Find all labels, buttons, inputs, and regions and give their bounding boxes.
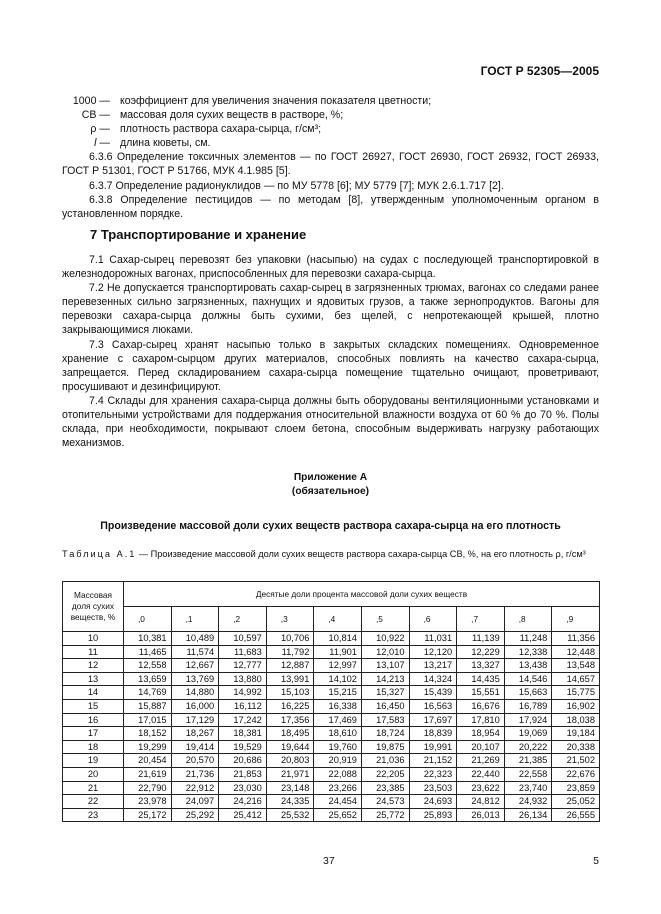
value-cell: 17,583: [361, 713, 409, 727]
value-cell: 25,172: [124, 808, 172, 822]
value-cell: 14,546: [504, 672, 552, 686]
value-cell: 25,893: [409, 808, 457, 822]
definition-item: [62, 108, 599, 122]
value-cell: 24,454: [314, 795, 362, 809]
column-header: ,5: [361, 607, 409, 632]
value-cell: 15,327: [361, 686, 409, 700]
value-cell: 23,622: [457, 781, 505, 795]
row-key-cell: 22: [63, 795, 124, 809]
value-cell: 19,875: [361, 740, 409, 754]
value-cell: 24,097: [171, 795, 219, 809]
column-header: ,0: [124, 607, 172, 632]
definition-item: [62, 136, 599, 150]
value-cell: 18,267: [171, 727, 219, 741]
table-caption: [62, 548, 602, 560]
table-body: [63, 632, 600, 822]
appendix-status: (обязательное): [291, 486, 370, 497]
table-row: [63, 713, 600, 727]
value-cell: 25,532: [266, 808, 314, 822]
value-cell: 14,435: [457, 672, 505, 686]
value-cell: 24,693: [409, 795, 457, 809]
value-cell: 13,548: [552, 659, 600, 673]
table-column-header-row: [63, 607, 600, 632]
value-cell: 19,529: [219, 740, 267, 754]
value-cell: 11,356: [552, 632, 600, 646]
page-body: [62, 94, 599, 221]
value-cell: 24,216: [219, 795, 267, 809]
value-cell: 14,992: [219, 686, 267, 700]
value-cell: 11,792: [266, 645, 314, 659]
definition-item: [62, 94, 599, 108]
value-cell: 21,502: [552, 754, 600, 768]
table-row: [63, 686, 600, 700]
appendix-title: Приложение А: [293, 472, 368, 483]
value-cell: 22,558: [504, 767, 552, 781]
def-text: массовая доля сухих веществ в растворе, %;: [120, 109, 344, 122]
row-key-cell: 10: [63, 632, 124, 646]
column-header: ,8: [504, 607, 552, 632]
value-cell: 19,760: [314, 740, 362, 754]
table-row: [63, 795, 600, 809]
value-cell: 18,152: [124, 727, 172, 741]
value-cell: 20,222: [504, 740, 552, 754]
value-cell: 12,777: [219, 659, 267, 673]
row-key-cell: 21: [63, 781, 124, 795]
paragraph-72: 7.2 Не допускается транспортировать сахар-сырец в загрязненных трюмах, вагонах со следами ранее перевезенных сильно загрязненных, пахнущих и ядовитых грузов, а также зернопродуктов. Вагоны для перевозки сахара-сырца должны быть сухими, без щелей, с непротекающей крышей, плотно закрывающимися люками.: [62, 282, 599, 337]
value-cell: 23,859: [552, 781, 600, 795]
value-cell: 23,266: [314, 781, 362, 795]
value-cell: 19,184: [552, 727, 600, 741]
value-cell: 14,769: [124, 686, 172, 700]
value-cell: 10,706: [266, 632, 314, 646]
column-header: ,4: [314, 607, 362, 632]
value-cell: 16,112: [219, 699, 267, 713]
value-cell: 16,563: [409, 699, 457, 713]
value-cell: 11,901: [314, 645, 362, 659]
value-cell: 18,610: [314, 727, 362, 741]
section-7-body: [62, 253, 599, 450]
value-cell: 12,997: [314, 659, 362, 673]
value-cell: 17,129: [171, 713, 219, 727]
value-cell: 23,503: [409, 781, 457, 795]
value-cell: 12,120: [409, 645, 457, 659]
value-cell: 16,676: [457, 699, 505, 713]
value-cell: 21,971: [266, 767, 314, 781]
value-cell: 21,269: [457, 754, 505, 768]
value-cell: 18,954: [457, 727, 505, 741]
value-cell: 20,919: [314, 754, 362, 768]
value-cell: 25,412: [219, 808, 267, 822]
def-text: длина кюветы, см.: [120, 137, 211, 150]
table-row: [63, 808, 600, 822]
value-cell: 10,489: [171, 632, 219, 646]
table-row: [63, 740, 600, 754]
row-key-cell: 17: [63, 727, 124, 741]
value-cell: 20,454: [124, 754, 172, 768]
value-cell: 14,657: [552, 672, 600, 686]
value-cell: 24,335: [266, 795, 314, 809]
value-cell: 18,381: [219, 727, 267, 741]
value-cell: 16,000: [171, 699, 219, 713]
value-cell: 21,385: [504, 754, 552, 768]
table-row: [63, 659, 600, 673]
def-symbol: l —: [94, 137, 110, 150]
value-cell: 13,107: [361, 659, 409, 673]
value-cell: 13,217: [409, 659, 457, 673]
table-row: [63, 781, 600, 795]
value-cell: 16,450: [361, 699, 409, 713]
value-cell: 11,683: [219, 645, 267, 659]
value-cell: 12,448: [552, 645, 600, 659]
value-cell: 19,069: [504, 727, 552, 741]
value-cell: 25,052: [552, 795, 600, 809]
paragraph-73: 7.3 Сахар-сырец хранят насыпью только в закрытых складских помещениях. Одновременное хранение с сахаром-сырцом других материалов, способных повлиять на качество сахара-сырца, запрещается. Перед складированием сахара-сырца помещение тщательно очищают, проветривают, просушивают и дезинфицируют.: [62, 338, 599, 393]
column-header: ,9: [552, 607, 600, 632]
value-cell: 21,619: [124, 767, 172, 781]
page-number-center: 37: [323, 855, 335, 867]
paragraph-71: 7.1 Сахар-сырец перевозят без упаковки (насыпью) на судах с последующей транспортировкой в железнодорожных вагонах, приспособленных для перевозки сахара-сырца.: [62, 254, 599, 281]
value-cell: 22,912: [171, 781, 219, 795]
value-cell: 18,495: [266, 727, 314, 741]
paragraph-74: 7.4 Склады для хранения сахара-сырца должны быть оборудованы вентиляционными установками и отопительными устройствами для поддержания относительной влажности воздуха от 60 % до 70 %. Полы склада, при необходимости, покрывают слоем бетона, способным выдерживать нагрузку работающих механизмов.: [62, 394, 599, 450]
value-cell: 18,839: [409, 727, 457, 741]
value-cell: 25,292: [171, 808, 219, 822]
value-cell: 25,772: [361, 808, 409, 822]
value-cell: 18,038: [552, 713, 600, 727]
value-cell: 19,414: [171, 740, 219, 754]
density-table: [62, 581, 600, 822]
value-cell: 25,652: [314, 808, 362, 822]
row-key-cell: 23: [63, 808, 124, 822]
table-row: [63, 727, 600, 741]
value-cell: 19,299: [124, 740, 172, 754]
paragraph-638: 6.3.8 Определение пестицидов — по методам [8], утвержденным уполномоченным органом в установленном порядке.: [62, 193, 599, 220]
value-cell: 22,088: [314, 767, 362, 781]
column-header: ,6: [409, 607, 457, 632]
value-cell: 21,152: [409, 754, 457, 768]
value-cell: 21,853: [219, 767, 267, 781]
def-symbol: 1000 —: [72, 95, 110, 107]
row-key-cell: 20: [63, 767, 124, 781]
value-cell: 14,880: [171, 686, 219, 700]
value-cell: 23,030: [219, 781, 267, 795]
value-cell: 17,242: [219, 713, 267, 727]
value-cell: 22,790: [124, 781, 172, 795]
column-header: ,1: [171, 607, 219, 632]
value-cell: 17,924: [504, 713, 552, 727]
value-cell: 12,558: [124, 659, 172, 673]
value-cell: 10,597: [219, 632, 267, 646]
value-cell: 13,659: [124, 672, 172, 686]
column-header: ,3: [266, 607, 314, 632]
value-cell: 22,440: [457, 767, 505, 781]
value-cell: 22,323: [409, 767, 457, 781]
value-cell: 15,887: [124, 699, 172, 713]
table-row: [63, 632, 600, 646]
value-cell: 11,465: [124, 645, 172, 659]
value-cell: 12,338: [504, 645, 552, 659]
table-row: [63, 767, 600, 781]
table-row: [63, 699, 600, 713]
value-cell: 11,031: [409, 632, 457, 646]
value-cell: 15,551: [457, 686, 505, 700]
value-cell: 26,134: [504, 808, 552, 822]
value-cell: 13,991: [266, 672, 314, 686]
def-symbol: СВ —: [81, 109, 110, 122]
value-cell: 13,327: [457, 659, 505, 673]
value-cell: 15,103: [266, 686, 314, 700]
table-caption-label: Таблица А.1: [62, 549, 137, 559]
value-cell: 20,570: [171, 754, 219, 768]
value-cell: 16,789: [504, 699, 552, 713]
value-cell: 17,810: [457, 713, 505, 727]
value-cell: 13,438: [504, 659, 552, 673]
value-cell: 22,205: [361, 767, 409, 781]
value-cell: 12,229: [457, 645, 505, 659]
row-key-cell: 16: [63, 713, 124, 727]
value-cell: 20,338: [552, 740, 600, 754]
value-cell: 20,686: [219, 754, 267, 768]
value-cell: 23,978: [124, 795, 172, 809]
appendix-heading: Произведение массовой доли сухих веществ раствора сахара-сырца на его плотность: [100, 520, 561, 532]
value-cell: 12,887: [266, 659, 314, 673]
row-key-cell: 15: [63, 699, 124, 713]
paragraph-636: 6.3.6 Определение токсичных элементов — по ГОСТ 26927, ГОСТ 26930, ГОСТ 26932, ГОСТ 26933, ГОСТ Р 51301, ГОСТ Р 51766, МУК 4.1.985 [5].: [62, 151, 599, 178]
value-cell: 23,385: [361, 781, 409, 795]
table-row: [63, 645, 600, 659]
column-header: ,7: [457, 607, 505, 632]
column-header: ,2: [219, 607, 267, 632]
table-header-row: [63, 582, 600, 607]
value-cell: 11,248: [504, 632, 552, 646]
value-cell: 24,812: [457, 795, 505, 809]
value-cell: 17,469: [314, 713, 362, 727]
value-cell: 16,338: [314, 699, 362, 713]
value-cell: 15,775: [552, 686, 600, 700]
value-cell: 14,102: [314, 672, 362, 686]
definition-item: [62, 122, 599, 136]
value-cell: 13,880: [219, 672, 267, 686]
value-cell: 13,769: [171, 672, 219, 686]
table-row: [63, 672, 600, 686]
value-cell: 21,736: [171, 767, 219, 781]
value-cell: 15,663: [504, 686, 552, 700]
value-cell: 17,015: [124, 713, 172, 727]
value-cell: 10,922: [361, 632, 409, 646]
value-cell: 16,902: [552, 699, 600, 713]
value-cell: 24,932: [504, 795, 552, 809]
value-cell: 23,148: [266, 781, 314, 795]
row-key-cell: 19: [63, 754, 124, 768]
value-cell: 14,324: [409, 672, 457, 686]
value-cell: 24,573: [361, 795, 409, 809]
row-key-cell: 14: [63, 686, 124, 700]
row-key-cell: 12: [63, 659, 124, 673]
value-cell: 19,644: [266, 740, 314, 754]
value-cell: 22,676: [552, 767, 600, 781]
value-cell: 11,139: [457, 632, 505, 646]
value-cell: 17,356: [266, 713, 314, 727]
value-cell: 17,697: [409, 713, 457, 727]
def-symbol: ρ —: [90, 123, 110, 136]
value-cell: 21,036: [361, 754, 409, 768]
value-cell: 18,724: [361, 727, 409, 741]
def-text: коэффициент для увеличения значения показателя цветности;: [120, 95, 432, 107]
row-key-cell: 11: [63, 645, 124, 659]
definitions-list: [62, 94, 599, 150]
row-header-cell: Массовая доля сухих веществ, %: [63, 582, 124, 632]
value-cell: 15,215: [314, 686, 362, 700]
row-key-cell: 18: [63, 740, 124, 754]
value-cell: 12,667: [171, 659, 219, 673]
value-cell: 23,740: [504, 781, 552, 795]
value-cell: 16,225: [266, 699, 314, 713]
value-cell: 14,213: [361, 672, 409, 686]
page-number-right: 5: [593, 855, 599, 867]
value-cell: 20,803: [266, 754, 314, 768]
def-text: плотность раствора сахара-сырца, г/см³;: [120, 123, 322, 136]
table-caption-text: — Произведение массовой доли сухих веществ раствора сахара-сырца СВ, %, на его плотность ρ, г/см³: [136, 549, 586, 559]
value-cell: 15,439: [409, 686, 457, 700]
paragraph-637: 6.3.7 Определение радионуклидов — по МУ 5778 [6]; МУ 5779 [7]; МУК 2.6.1.717 [2].: [89, 179, 504, 192]
value-cell: 10,381: [124, 632, 172, 646]
section-7-title: 7 Транспортирование и хранение: [90, 227, 307, 242]
value-cell: 26,013: [457, 808, 505, 822]
value-cell: 20,107: [457, 740, 505, 754]
value-cell: 19,991: [409, 740, 457, 754]
row-key-cell: 13: [63, 672, 124, 686]
value-cell: 11,574: [171, 645, 219, 659]
table-row: [63, 754, 600, 768]
document-code: ГОСТ Р 52305—2005: [480, 64, 599, 78]
value-cell: 26,555: [552, 808, 600, 822]
value-cell: 12,010: [361, 645, 409, 659]
value-cell: 10,814: [314, 632, 362, 646]
group-header-cell: Десятые доли процента массовой доли сухих веществ: [124, 582, 600, 607]
